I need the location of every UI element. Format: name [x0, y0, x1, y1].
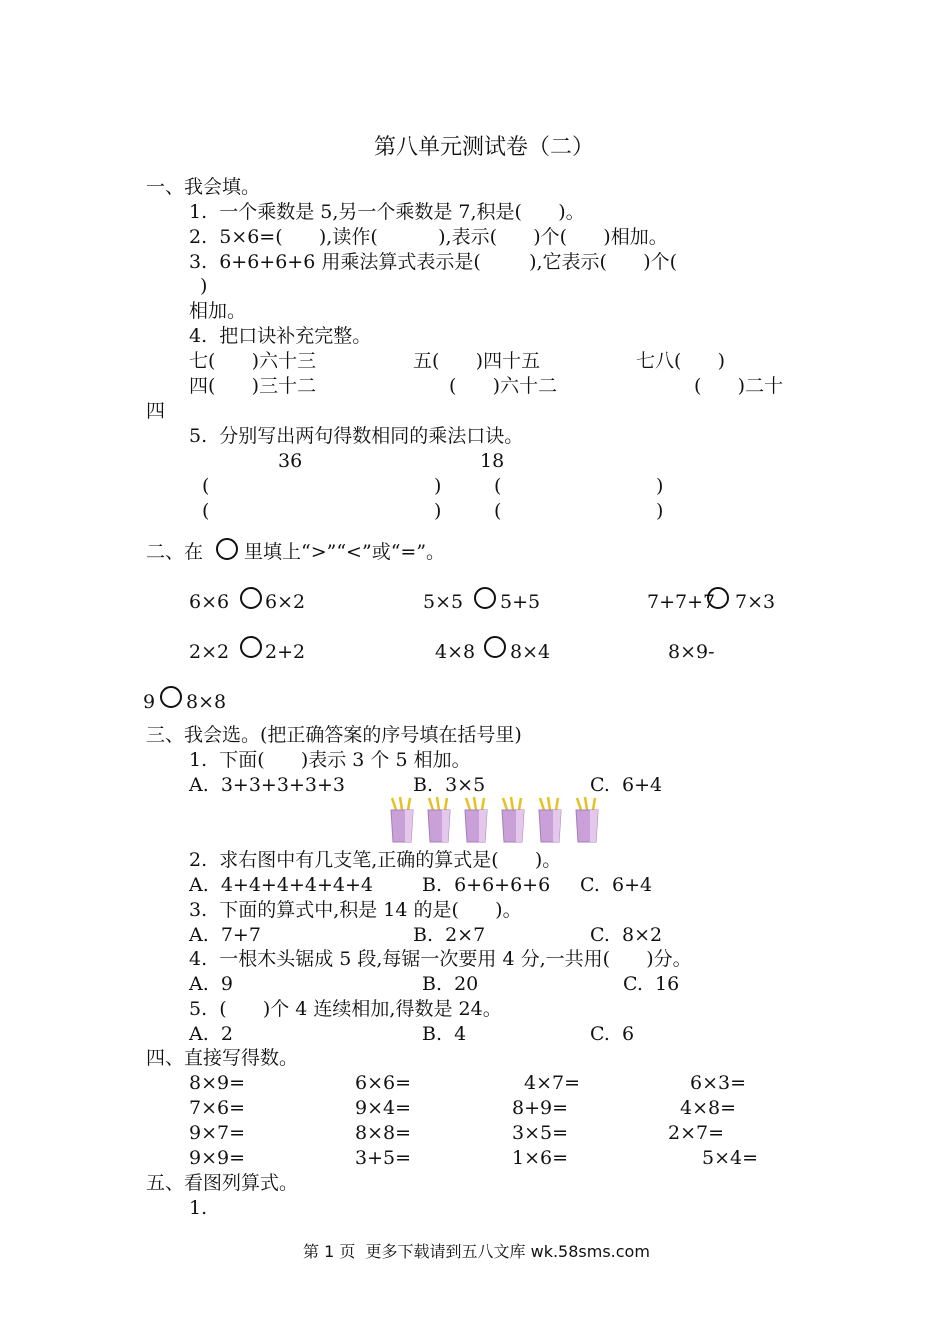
calc-item: 5×4=: [702, 1147, 759, 1169]
section-5-heading: 五、看图列算式。: [146, 1172, 299, 1194]
pencil-cup-icon: [539, 797, 561, 842]
option-b: B. 20: [422, 973, 479, 995]
option-a: A. 7+7: [189, 924, 261, 946]
compare-right: 6×2: [265, 591, 306, 613]
compare-left: 2×2: [189, 641, 230, 663]
target-number-36: 36: [278, 450, 303, 472]
answer-paren-open: (: [494, 475, 502, 497]
question-3-1: 1. 下面( )表示 3 个 5 相加。: [189, 749, 471, 771]
question-1-2: 2. 5×6=( ),读作( ),表示( )个( )相加。: [189, 226, 668, 248]
option-c: C. 6+4: [590, 774, 663, 796]
option-b: B. 4: [422, 1023, 467, 1045]
question-1-5: 5. 分别写出两句得数相同的乘法口诀。: [189, 425, 524, 447]
compare-left: 8×9-: [668, 641, 715, 663]
mnemonic-blank-4: 四( )三十二: [189, 375, 317, 397]
option-c: C. 16: [623, 973, 680, 995]
question-1-3-cont: ): [200, 275, 208, 297]
answer-paren-close: ): [434, 475, 442, 497]
mnemonic-blank-3: 七八( ): [636, 350, 726, 372]
compare-circle[interactable]: [484, 636, 506, 658]
page-title: 第八单元测试卷（二）: [374, 135, 595, 160]
option-a: A. 3+3+3+3+3: [189, 774, 345, 796]
compare-circle[interactable]: [707, 587, 729, 609]
section-2-heading-b: 里填上“>”“<”或“=”。: [244, 541, 446, 563]
calc-item: 1×6=: [512, 1147, 569, 1169]
option-b: B. 3×5: [413, 774, 486, 796]
compare-left-cont: 9: [143, 691, 156, 713]
option-a: A. 2: [189, 1023, 233, 1045]
calc-item: 9×4=: [355, 1097, 412, 1119]
page-footer: 第 1 页 更多下载请到五八文库 wk.58sms.com: [303, 1242, 650, 1261]
question-1-4: 4. 把口诀补充完整。: [189, 325, 372, 347]
calc-item: 6×3=: [690, 1072, 747, 1094]
calc-item: 3+5=: [355, 1147, 412, 1169]
question-3-2: 2. 求右图中有几支笔,正确的算式是( )。: [189, 849, 562, 871]
compare-left: 6×6: [189, 591, 230, 613]
compare-circle[interactable]: [240, 587, 262, 609]
section-2-heading-a: 二、在: [146, 541, 204, 563]
calc-item: 8×9=: [189, 1072, 246, 1094]
option-a: A. 4+4+4+4+4+4: [189, 874, 373, 896]
question-3-5: 5. ( )个 4 连续相加,得数是 24。: [189, 998, 502, 1020]
option-c: C. 6+4: [580, 874, 653, 896]
mnemonic-blank-6: ( )二十: [694, 375, 784, 397]
calc-item: 4×8=: [680, 1097, 737, 1119]
question-5-1: 1.: [189, 1197, 208, 1219]
compare-left: 4×8: [435, 641, 476, 663]
option-b: B. 2×7: [413, 924, 486, 946]
compare-right: 8×4: [510, 641, 551, 663]
compare-circle[interactable]: [474, 587, 496, 609]
compare-right: 2+2: [265, 641, 306, 663]
pencil-cup-icon: [465, 797, 487, 842]
answer-paren-close: ): [656, 475, 664, 497]
compare-left: 5×5: [423, 591, 464, 613]
calc-item: 4×7=: [524, 1072, 581, 1094]
pencil-cup-icon: [428, 797, 450, 842]
answer-paren-close: ): [434, 500, 442, 522]
pencil-cup-icon: [391, 797, 413, 842]
calc-item: 2×7=: [668, 1122, 725, 1144]
answer-paren-open: (: [494, 500, 502, 522]
compare-right: 7×3: [735, 591, 776, 613]
answer-paren-open: (: [202, 500, 210, 522]
calc-item: 8+9=: [512, 1097, 569, 1119]
compare-right: 5+5: [500, 591, 541, 613]
calc-item: 3×5=: [512, 1122, 569, 1144]
calc-item: 6×6=: [355, 1072, 412, 1094]
compare-circle[interactable]: [160, 686, 182, 708]
option-a: A. 9: [189, 973, 233, 995]
pencil-cup-icon: [576, 797, 598, 842]
pencil-cups-image: [388, 796, 608, 846]
question-1-1: 1. 一个乘数是 5,另一个乘数是 7,积是( )。: [189, 201, 585, 223]
calc-item: 9×7=: [189, 1122, 246, 1144]
mnemonic-blank-5: ( )六十二: [449, 375, 558, 397]
calc-item: 7×6=: [189, 1097, 246, 1119]
section-3-heading: 三、我会选。(把正确答案的序号填在括号里): [146, 724, 522, 746]
compare-circle-icon: [216, 538, 238, 560]
mnemonic-blank-1: 七( )六十三: [189, 350, 317, 372]
answer-paren-close: ): [656, 500, 664, 522]
mnemonic-blank-2: 五( )四十五: [413, 350, 541, 372]
question-1-3-tail: 相加。: [189, 300, 247, 322]
question-3-3: 3. 下面的算式中,积是 14 的是( )。: [189, 899, 522, 921]
section-1-heading: 一、我会填。: [146, 176, 261, 198]
compare-left: 7+7+7: [647, 591, 716, 613]
section-4-heading: 四、直接写得数。: [146, 1047, 299, 1069]
compare-circle[interactable]: [240, 636, 262, 658]
option-c: C. 6: [590, 1023, 635, 1045]
calc-item: 8×8=: [355, 1122, 412, 1144]
mnemonic-blank-6-tail: 四: [146, 400, 166, 422]
compare-right: 8×8: [186, 691, 227, 713]
question-3-4: 4. 一根木头锯成 5 段,每锯一次要用 4 分,一共用( )分。: [189, 948, 692, 970]
option-b: B. 6+6+6+6: [422, 874, 551, 896]
calc-item: 9×9=: [189, 1147, 246, 1169]
option-c: C. 8×2: [590, 924, 663, 946]
target-number-18: 18: [480, 450, 505, 472]
pencil-cup-icon: [502, 797, 524, 842]
answer-paren-open: (: [202, 475, 210, 497]
question-1-3: 3. 6+6+6+6 用乘法算式表示是( ),它表示( )个(: [189, 251, 678, 273]
